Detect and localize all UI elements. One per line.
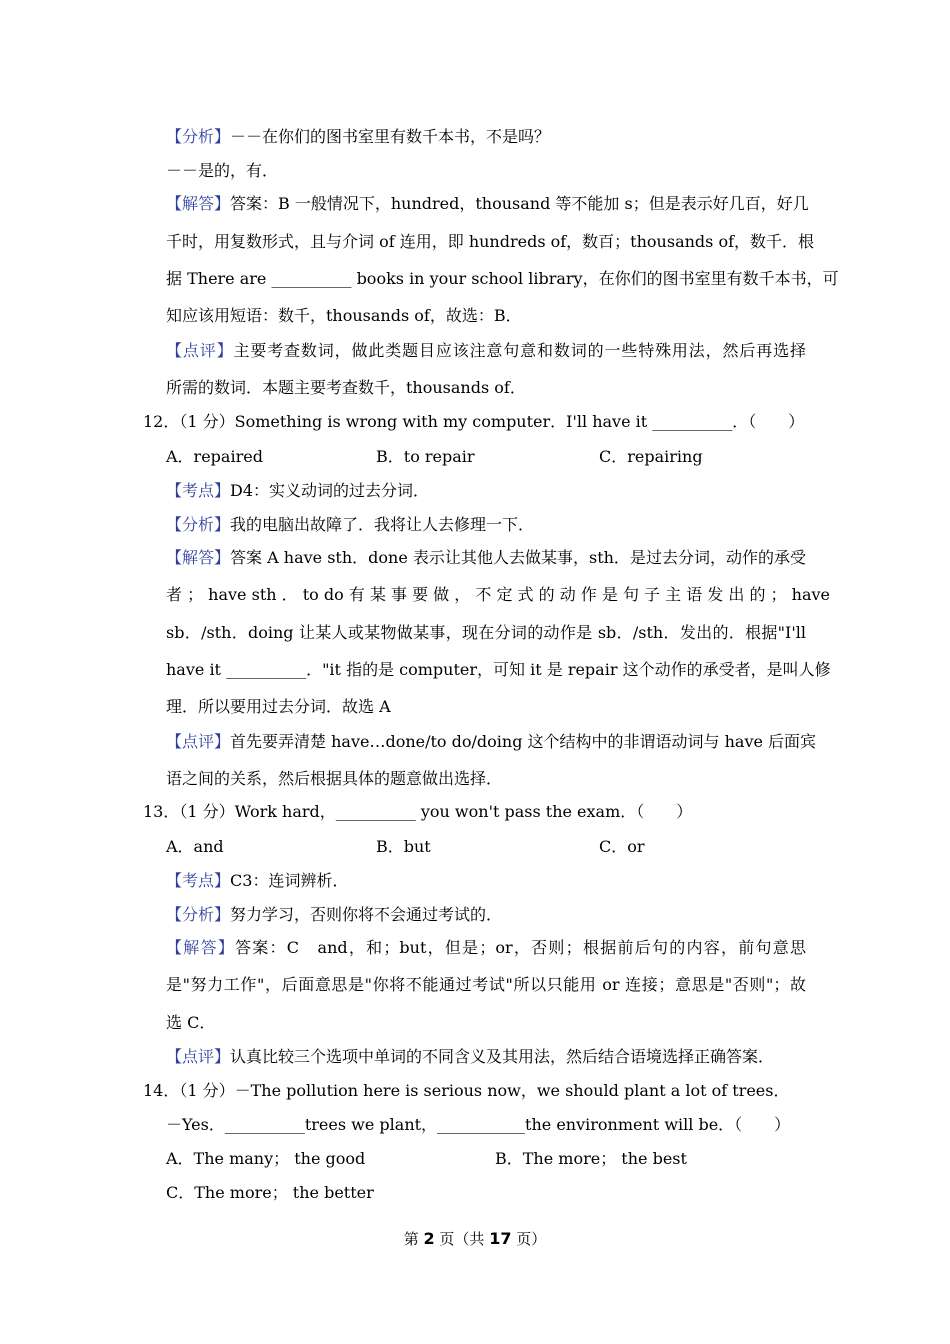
q14-stem-line-2: －Yes．__________trees we plant，___________the environment will be．（ ）	[166, 1115, 791, 1134]
comment-tag: 【点评】	[166, 341, 234, 360]
q12-stem: 12．（1 分）Something is wrong with my computer．I'll have it __________．（ ）	[143, 412, 805, 431]
total-pages: 17	[489, 1229, 512, 1248]
q12-option-c[interactable]: C．repairing	[599, 447, 703, 466]
page-footer: 第 2 页（共 17 页）	[403, 1229, 547, 1248]
q12-comment-line-2: 语之间的关系，然后根据具体的题意做出选择．	[166, 769, 503, 788]
q14-option-b[interactable]: B．The more； the best	[495, 1149, 687, 1168]
q13-stem: 13．（1 分）Work hard，__________ you won't pass the exam．（ ）	[143, 802, 693, 821]
q13-point: 【考点】C3：连词辨析．	[166, 871, 349, 890]
q13-option-b[interactable]: B．but	[376, 837, 431, 856]
q11-answer-line-1: 【解答】答案：B 一般情况下，hundred，thousand 等不能加 s；但是表示好几百，好几	[166, 194, 809, 213]
q14-stem-line-1: 14．（1 分）－The pollution here is serious now，we should plant a lot of trees．	[143, 1081, 790, 1100]
q11-analysis-line-1: 【分析】－－在你们的图书室里有数千本书，不是吗？	[166, 127, 551, 146]
q13-comment: 【点评】认真比较三个选项中单词的不同含义及其用法，然后结合语境选择正确答案．	[166, 1047, 775, 1066]
q12-answer-line-4: have it __________．"it 指的是 computer，可知 it 是 repair 这个动作的承受者，是叫人修	[166, 660, 831, 679]
analysis-tag: 【分析】	[166, 515, 231, 534]
q12-option-a[interactable]: A．repaired	[166, 447, 263, 466]
q12-comment-line-1: 【点评】首先要弄清楚 have…done/to do/doing 这个结构中的非谓语动词与 have 后面宾	[166, 732, 817, 751]
q11-analysis-line-2: －－是的，有．	[166, 161, 279, 180]
q14-option-c[interactable]: C．The more； the better	[166, 1183, 374, 1202]
point-tag: 【考点】	[166, 871, 231, 890]
q12-answer-line-1: 【解答】答案 A have sth．done 表示让其他人去做某事，sth．是过去分词，动作的承受	[166, 548, 806, 567]
q11-answer-line-2: 千时，用复数形式，且与介词 of 连用，即 hundreds of，数百；thousands of，数千．根	[166, 232, 815, 251]
q13-option-c[interactable]: C．or	[599, 837, 645, 856]
q11-answer-line-4: 知应该用短语：数千，thousands of，故选：B．	[166, 306, 522, 325]
analysis-tag: 【分析】	[166, 127, 231, 146]
analysis-tag: 【分析】	[166, 905, 231, 924]
q14-option-a[interactable]: A．The many； the good	[166, 1149, 366, 1168]
q13-analysis: 【分析】努力学习，否则你将不会通过考试的．	[166, 905, 503, 924]
q12-answer-line-2: 者 ； have sth ． to do 有 某 事 要 做 ， 不 定 式 的 动 作 是 句 子 主 语 发 出 的 ； have	[166, 585, 830, 604]
comment-tag: 【点评】	[166, 732, 231, 751]
comment-tag: 【点评】	[166, 1047, 231, 1066]
q11-comment-line-2: 所需的数词．本题主要考查数千，thousands of．	[166, 378, 526, 397]
answer-tag: 【解答】	[166, 548, 231, 567]
q11-comment-line-1: 【点评】主要考查数词，做此类题目应该注意句意和数词的一些特殊用法，然后再选择	[166, 341, 806, 360]
q12-analysis: 【分析】我的电脑出故障了．我将让人去修理一下．	[166, 515, 535, 534]
q13-answer-line-2: 是"努力工作"，后面意思是"你将不能通过考试"所以只能用 or 连接；意思是"否则"；故	[166, 975, 806, 994]
q11-answer-line-3: 据 There are __________ books in your school library，在你们的图书室里有数千本书，可	[166, 269, 839, 288]
q13-answer-line-3: 选 C．	[166, 1013, 216, 1032]
q12-option-b[interactable]: B．to repair	[376, 447, 475, 466]
q12-answer-line-5: 理．所以要用过去分词．故选 A	[166, 697, 391, 716]
answer-tag: 【解答】	[166, 938, 236, 957]
page-number: 2	[423, 1229, 435, 1248]
q12-point: 【考点】D4：实义动词的过去分词．	[166, 481, 430, 500]
point-tag: 【考点】	[166, 481, 231, 500]
q13-answer-line-1: 【解答】答案：C and，和；but，但是；or，否则；根据前后句的内容，前句意思	[166, 938, 806, 957]
q12-answer-line-3: sb．/sth．doing 让某人或某物做某事，现在分词的动作是 sb．/sth．发出的．根据"I'll	[166, 623, 806, 642]
answer-tag: 【解答】	[166, 194, 231, 213]
q13-option-a[interactable]: A．and	[166, 837, 224, 856]
